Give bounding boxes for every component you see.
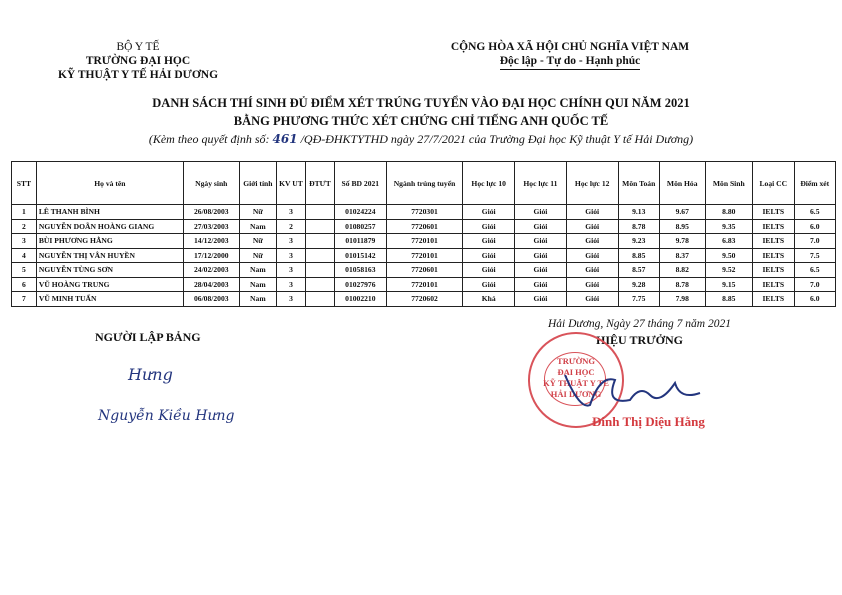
table-cell: 8.82 [659,263,705,278]
note-prefix: (Kèm theo quyết định số: [148,132,273,146]
table-cell: 1 [12,205,37,220]
table-cell: Giỏi [515,263,567,278]
table-cell: 7720601 [386,263,463,278]
table-cell: Nữ [239,205,276,220]
principal-title: HIỆU TRƯỞNG [596,333,684,347]
stamp-line-2: ĐẠI HỌC [557,367,595,377]
table-cell: IELTS [753,248,794,263]
table-cell: 4 [12,248,37,263]
table-cell [305,248,334,263]
table-cell: Giỏi [515,234,567,249]
table-cell: IELTS [753,205,794,220]
principal-signature [560,365,720,415]
table-cell: 01024224 [334,205,386,220]
table-cell: IELTS [753,234,794,249]
table-cell: 7.98 [659,292,705,307]
column-header: Ngành trúng tuyển [386,162,463,205]
note-suffix: /QĐ-ĐHKTYTHD ngày 27/7/2021 của Trường Đại học Kỹ thuật Y tế Hải Dương) [297,132,694,146]
table-cell: 8.78 [618,219,659,234]
column-header: Học lực 11 [515,162,567,205]
table-cell: Giỏi [566,263,618,278]
table-cell: NGUYỄN THỊ VÂN HUYỀN [36,248,183,263]
column-header: KV UT [276,162,305,205]
table-cell [305,205,334,220]
candidate-table [11,161,836,307]
table-cell: Giỏi [463,277,515,292]
table-cell: 6 [12,277,37,292]
school-line1: TRƯỜNG ĐẠI HỌC [85,55,191,67]
table-cell: Nữ [239,248,276,263]
table-cell: 14/12/2003 [183,234,239,249]
table-cell: 3 [276,292,305,307]
table-cell: 9.35 [705,219,753,234]
table-cell: 7720602 [386,292,463,307]
table-cell: Giỏi [463,219,515,234]
table-cell: Giỏi [515,248,567,263]
document-title: DANH SÁCH THÍ SINH ĐỦ ĐIỂM XÉT TRÚNG TUYỂN VÀO ĐẠI HỌC CHÍNH QUI NĂM 2021 [152,96,690,110]
column-header: Môn Hóa [659,162,705,205]
column-header: Loại CC [753,162,794,205]
principal-name: Đinh Thị Diệu Hằng [592,414,705,429]
table-cell: Giỏi [515,205,567,220]
preparer-name-handwritten: Nguyễn Kiều Hưng [98,408,235,424]
table-row [12,277,836,292]
table-cell: 6.5 [794,205,835,220]
table-cell: 8.37 [659,248,705,263]
table-row [12,219,836,234]
table-cell: BÙI PHƯƠNG HẰNG [36,234,183,249]
table-cell: 9.13 [618,205,659,220]
table-cell: 8.85 [705,292,753,307]
table-cell: 8.78 [659,277,705,292]
table-cell: 9.67 [659,205,705,220]
table-cell: 7720601 [386,219,463,234]
table-cell: Giỏi [463,248,515,263]
decision-note [0,132,842,147]
table-cell: 9.52 [705,263,753,278]
table-cell: 01002210 [334,292,386,307]
table-cell: 6.83 [705,234,753,249]
table-cell: 01080257 [334,219,386,234]
table-cell: IELTS [753,263,794,278]
table-cell: 01011879 [334,234,386,249]
column-header: Học lực 12 [566,162,618,205]
table-cell: 7720101 [386,234,463,249]
table-cell: Giỏi [566,234,618,249]
table-cell: 01015142 [334,248,386,263]
table-cell: 8.95 [659,219,705,234]
preparer-signature: Hưng [128,365,173,384]
table-cell: 3 [276,248,305,263]
table-cell: Giỏi [566,292,618,307]
table-cell: VŨ MINH TUẤN [36,292,183,307]
table-cell: 6.0 [794,292,835,307]
table-row [12,263,836,278]
table-cell: 6.0 [794,219,835,234]
table-cell: 7 [12,292,37,307]
table-cell: VŨ HOÀNG TRUNG [36,277,183,292]
table-cell: 7720101 [386,248,463,263]
table-cell: 26/08/2003 [183,205,239,220]
table-cell: Giỏi [566,248,618,263]
table-cell: Giỏi [566,205,618,220]
table-cell: 01058163 [334,263,386,278]
stamp-line-1: TRƯỜNG [557,356,595,366]
country-name: CỘNG HÒA XÃ HỘI CHỦ NGHĨA VIỆT NAM [450,41,690,53]
table-cell: IELTS [753,292,794,307]
table-cell: 3 [276,234,305,249]
table-cell: Nam [239,277,276,292]
table-cell: Giỏi [515,292,567,307]
table-cell [305,219,334,234]
table-cell [305,277,334,292]
column-header: Học lực 10 [463,162,515,205]
table-cell: Nam [239,219,276,234]
table-cell: 01027976 [334,277,386,292]
national-header [420,40,720,70]
table-cell: 7720301 [386,205,463,220]
table-cell: Giỏi [566,277,618,292]
table-cell: Giỏi [515,277,567,292]
table-cell: 27/03/2003 [183,219,239,234]
table-cell: 8.80 [705,205,753,220]
table-cell: 7.0 [794,234,835,249]
column-header: Họ và tên [36,162,183,205]
table-cell: 3 [276,277,305,292]
table-cell [305,292,334,307]
column-header: Số BD 2021 [334,162,386,205]
table-cell: 3 [276,205,305,220]
column-header: Điểm xét [794,162,835,205]
table-cell: Nam [239,292,276,307]
table-cell: Giỏi [463,234,515,249]
table-cell: 9.28 [618,277,659,292]
table-cell [305,234,334,249]
table-cell: Khá [463,292,515,307]
table-cell: 7.5 [794,248,835,263]
table-cell: 7720101 [386,277,463,292]
table-cell: 5 [12,263,37,278]
table-cell: 24/02/2003 [183,263,239,278]
table-cell: 7.75 [618,292,659,307]
table-cell: Giỏi [566,219,618,234]
table-cell: 28/04/2003 [183,277,239,292]
table-cell: IELTS [753,219,794,234]
stamp-line-3: KỸ THUẬT Y TẾ [543,378,609,388]
table-cell: 3 [12,234,37,249]
column-header: Ngày sinh [183,162,239,205]
school-line2: KỸ THUẬT Y TẾ HẢI DƯƠNG [57,69,219,81]
table-cell: Nam [239,263,276,278]
table-cell: 17/12/2000 [183,248,239,263]
table-cell: 6.5 [794,263,835,278]
column-header: Giới tính [239,162,276,205]
table-cell: NGUYỄN DOÃN HOÀNG GIANG [36,219,183,234]
national-motto: Độc lập - Tự do - Hạnh phúc [500,54,641,70]
table-cell: 9.23 [618,234,659,249]
table-cell: 9.50 [705,248,753,263]
table-row [12,205,836,220]
stamp-line-4: HẢI DƯƠNG [550,389,602,399]
table-cell: 2 [276,219,305,234]
table-row [12,234,836,249]
issuer-block [38,40,238,82]
table-cell: 3 [276,263,305,278]
table-cell: NGUYỄN TÙNG SƠN [36,263,183,278]
table-cell: Nữ [239,234,276,249]
column-header: ĐTƯT [305,162,334,205]
table-row [12,248,836,263]
table-cell: IELTS [753,277,794,292]
decision-number-handwritten: 461 [272,132,298,146]
place-date: Hải Dương, Ngày 27 tháng 7 năm 2021 [548,318,731,330]
table-cell: 2 [12,219,37,234]
table-cell: 9.15 [705,277,753,292]
table-cell: Giỏi [463,263,515,278]
column-header: STT [12,162,37,205]
table-cell: 8.57 [618,263,659,278]
table-cell [305,263,334,278]
table-cell: 06/08/2003 [183,292,239,307]
table-cell: Giỏi [515,219,567,234]
table-header-row [12,162,836,205]
table-cell: 7.0 [794,277,835,292]
table-cell: 8.85 [618,248,659,263]
ministry-name: BỘ Y TẾ [116,41,160,53]
column-header: Môn Sinh [705,162,753,205]
column-header: Môn Toán [618,162,659,205]
table-cell: Giỏi [463,205,515,220]
table-cell: 9.78 [659,234,705,249]
table-row [12,292,836,307]
document-subtitle: BẰNG PHƯƠNG THỨC XÉT CHỨNG CHỈ TIẾNG ANH QUỐC TẾ [233,114,609,128]
table-cell: LÊ THANH BÌNH [36,205,183,220]
preparer-title: NGƯỜI LẬP BẢNG [95,330,201,344]
